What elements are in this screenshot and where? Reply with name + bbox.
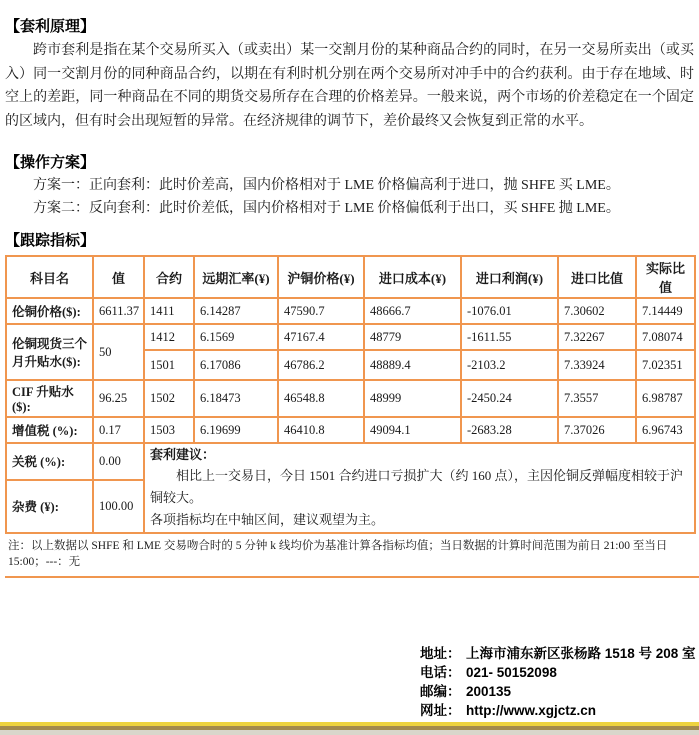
contact-website-row <box>420 701 696 720</box>
table-cell: -1076.01 <box>461 298 558 324</box>
table-cell: 47590.7 <box>278 298 364 324</box>
table-cell: 6.19699 <box>194 417 278 443</box>
table-cell: 7.30602 <box>558 298 636 324</box>
table-row-cif <box>6 380 695 417</box>
table-cell: 1503 <box>144 417 194 443</box>
bottom-rule-gray <box>0 730 699 735</box>
phone-value: 021- 50152098 <box>466 665 557 680</box>
table-cell: CIF 升贴水($): <box>6 380 93 417</box>
table-cell: 100.00 <box>93 480 144 533</box>
table-cell: 46548.8 <box>278 380 364 417</box>
table-cell: 48889.4 <box>364 350 461 380</box>
table-cell: 1411 <box>144 298 194 324</box>
table-cell: 6.14287 <box>194 298 278 324</box>
table-cell: -1611.55 <box>461 324 558 350</box>
table-cell: 伦铜现货三个月升贴水($): <box>6 324 93 380</box>
table-cell: -2683.28 <box>461 417 558 443</box>
table-cell: -2450.24 <box>461 380 558 417</box>
table-cell: 46786.2 <box>278 350 364 380</box>
column-header-import-profit: 进口利润(¥) <box>461 256 558 298</box>
plan-options <box>5 174 694 220</box>
table-row-london-price <box>6 298 695 324</box>
table-cell: 48999 <box>364 380 461 417</box>
table-row-vat <box>6 417 695 443</box>
table-cell: 0.00 <box>93 443 144 480</box>
table-cell: 49094.1 <box>364 417 461 443</box>
table-cell: 6.17086 <box>194 350 278 380</box>
indicators-table <box>5 255 696 534</box>
plan-option-1: 方案一：正向套利：此时价差高，国内价格相对于 LME 价格偏高利于进口，抛 SHFE 买 LME。 <box>33 178 620 193</box>
column-header-import-ratio: 进口比值 <box>558 256 636 298</box>
table-cell: 6.18473 <box>194 380 278 417</box>
table-cell: 1502 <box>144 380 194 417</box>
contact-block <box>420 644 696 720</box>
phone-label: 电话： <box>420 665 461 680</box>
column-header-subject: 科目名 <box>6 256 93 298</box>
table-cell: 6611.37 <box>93 298 144 324</box>
table-cell: 7.37026 <box>558 417 636 443</box>
column-header-shfe-price: 沪铜价格(¥) <box>278 256 364 298</box>
column-header-fx: 远期汇率(¥) <box>194 256 278 298</box>
arbitrage-advice-cell <box>144 443 695 533</box>
contact-postcode-row <box>420 682 696 701</box>
table-cell: 7.08074 <box>636 324 695 350</box>
advice-line-1: 相比上一交易日，今日 1501 合约进口亏损扩大（约 160 点），主因伦铜反弹幅度相较于沪铜较大。 <box>150 468 684 505</box>
table-cell: 0.17 <box>93 417 144 443</box>
table-cell: 增值税 (%): <box>6 417 93 443</box>
table-row-tariff <box>6 443 695 480</box>
table-cell: -2103.2 <box>461 350 558 380</box>
table-cell: 48779 <box>364 324 461 350</box>
advice-title: 套利建议： <box>150 447 216 462</box>
contact-phone-row <box>420 663 696 682</box>
website-link[interactable]: http://www.xgjctz.cn <box>466 703 596 718</box>
table-cell: 伦铜价格($): <box>6 298 93 324</box>
plan-option-2: 方案二：反向套利：此时价差低，国内价格相对于 LME 价格偏低利于出口，买 SHFE 抛 LME。 <box>33 201 620 216</box>
column-header-value: 值 <box>93 256 144 298</box>
footnote: 注：以上数据以 SHFE 和 LME 交易吻合时的 5 分钟 k 线均价为基准计算各指标均值；当日数据的计算时间范围为前日 21:00 至当日 15:00；---：无 <box>5 534 699 578</box>
table-cell: 7.02351 <box>636 350 695 380</box>
address-value: 上海市浦东新区张杨路 1518 号 208 室 <box>466 646 696 661</box>
table-row-premium-1412 <box>6 324 695 350</box>
section-heading-principle: 【套利原理】 <box>5 19 96 35</box>
table-cell: 6.1569 <box>194 324 278 350</box>
principle-paragraph: 跨市套利是指在某个交易所买入（或卖出）某一交割月份的某种商品合约的同时，在另一交易所卖出（或买入）同一交割月份的同种商品合约，以期在有利时机分别在两个交易所对冲手中的合约获利。由于存在地域、时空上的差距，同一种商品在不同的期货交易所存在合理的价格差异。一般来说，两个市场的价差稳定在一个固定的区域内，但有时会出现短暂的异常。在经济规律的调节下，差价最终又会恢复到正常的水平。 <box>5 43 694 129</box>
section-heading-indicators: 【跟踪指标】 <box>5 233 96 249</box>
postcode-label: 邮编： <box>420 684 461 699</box>
column-header-actual-ratio: 实际比值 <box>636 256 695 298</box>
contact-address-row <box>420 644 696 663</box>
table-cell: 7.32267 <box>558 324 636 350</box>
table-cell: 96.25 <box>93 380 144 417</box>
table-cell: 7.14449 <box>636 298 695 324</box>
table-cell: 6.98787 <box>636 380 695 417</box>
table-cell: 7.3557 <box>558 380 636 417</box>
table-cell: 7.33924 <box>558 350 636 380</box>
table-cell: 1412 <box>144 324 194 350</box>
website-label: 网址： <box>420 703 461 718</box>
table-cell: 关税 (%): <box>6 443 93 480</box>
column-header-import-cost: 进口成本(¥) <box>364 256 461 298</box>
table-cell: 50 <box>93 324 144 380</box>
table-cell: 48666.7 <box>364 298 461 324</box>
postcode-value: 200135 <box>466 684 512 699</box>
table-cell: 6.96743 <box>636 417 695 443</box>
table-cell: 1501 <box>144 350 194 380</box>
column-header-contract: 合约 <box>144 256 194 298</box>
table-cell: 杂费 (¥): <box>6 480 93 533</box>
table-cell: 47167.4 <box>278 324 364 350</box>
table-cell: 46410.8 <box>278 417 364 443</box>
advice-line-2: 各项指标均在中轴区间，建议观望为主。 <box>150 512 385 527</box>
table-header-row <box>6 256 695 298</box>
section-heading-plan: 【操作方案】 <box>5 155 96 171</box>
address-label: 地址： <box>420 646 461 661</box>
